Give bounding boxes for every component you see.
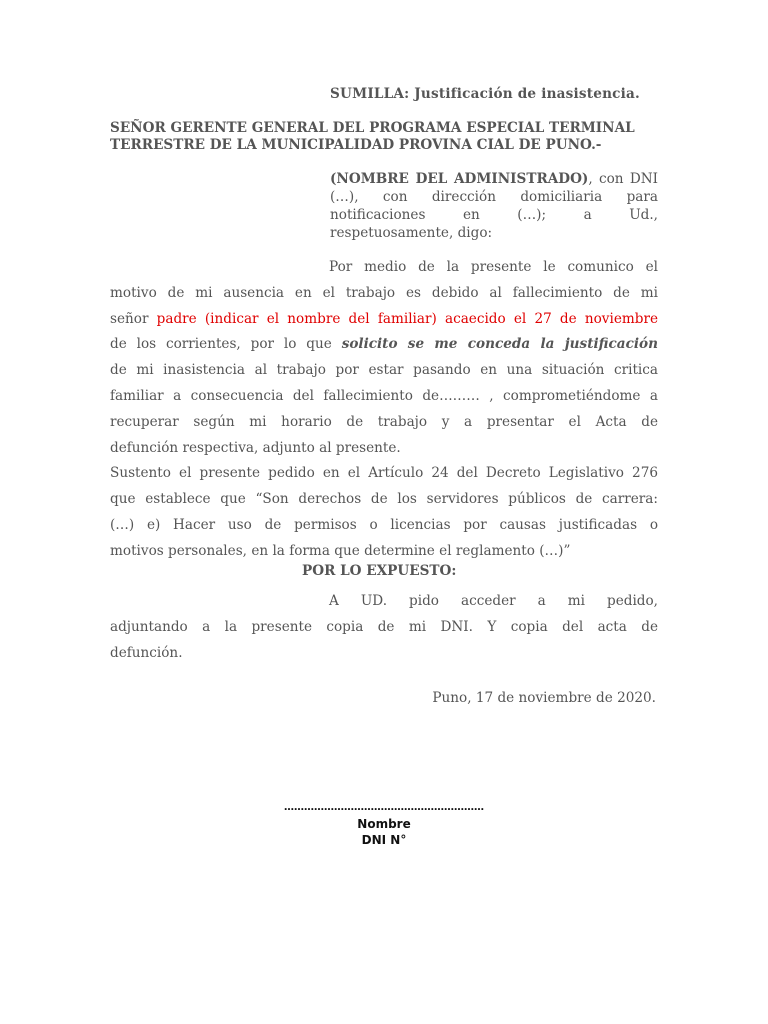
request-emphasis: solicito se me conceda la justificación bbox=[341, 336, 658, 353]
body-paragraph bbox=[110, 255, 658, 565]
intro-paragraph bbox=[330, 170, 658, 242]
administrado-name: (NOMBRE DEL ADMINISTRADO) bbox=[330, 171, 589, 187]
body-line-5: de mi inasistencia al trabajo por estar pasando en una situación critica bbox=[110, 362, 658, 379]
body-line-12: motivos personales, en la forma que determine el reglamento (…)” bbox=[110, 542, 571, 559]
request-line-2: adjuntando a la presente copia de mi DNI. Y copia del acta de bbox=[110, 618, 658, 635]
body-line-7: recuperar según mi horario de trabajo y a presentar el Acta de bbox=[110, 413, 658, 430]
body-line-6: familiar a consecuencia del fallecimiento de……… , comprometiéndome a bbox=[110, 387, 658, 404]
body-line-11: (…) e) Hacer uso de permisos o licencias por causas justificadas o bbox=[110, 516, 658, 533]
body-line-2: motivo de mi ausencia en el trabajo es debido al fallecimiento de mi bbox=[110, 284, 658, 301]
body-line-9: Sustento el presente pedido en el Artículo 24 del Decreto Legislativo 276 bbox=[110, 465, 658, 482]
body-line-4-start: de los corrientes, por lo que bbox=[110, 336, 342, 353]
intro-line-1 bbox=[330, 170, 658, 188]
request-line-1: A UD. pido acceder a mi pedido, bbox=[329, 593, 658, 609]
addressee-block bbox=[110, 120, 660, 154]
date-line: Puno, 17 de noviembre de 2020. bbox=[432, 690, 656, 706]
body-line-3-start: señor bbox=[110, 310, 157, 327]
signature-line: …………………………………………………… bbox=[284, 802, 484, 813]
body-line-4 bbox=[110, 332, 658, 358]
body-line-8: defunción respectiva, adjunto al presente. bbox=[110, 439, 401, 456]
body-line-1: Por medio de la presente le comunico el bbox=[329, 259, 658, 275]
intro-line-4: respetuosamente, digo: bbox=[330, 225, 493, 241]
signature-name: Nombre bbox=[357, 817, 411, 831]
sumilla-heading: SUMILLA: Justificación de inasistencia. bbox=[330, 86, 640, 102]
por-lo-expuesto-heading: POR LO EXPUESTO: bbox=[302, 563, 457, 579]
request-paragraph bbox=[110, 589, 658, 666]
addressee-line-2: TERRESTRE DE LA MUNICIPALIDAD PROVINA CIAL DE PUNO.- bbox=[110, 137, 602, 153]
intro-line-1-rest: , con DNI bbox=[588, 171, 658, 187]
signature-block bbox=[264, 800, 504, 848]
request-line-3: defunción. bbox=[110, 644, 183, 661]
familiar-placeholder-text: padre (indicar el nombre del familiar) acaecido el 27 de noviembre bbox=[156, 310, 658, 327]
intro-line-2: (…), con dirección domiciliaria para bbox=[330, 189, 658, 205]
intro-line-3: notificaciones en (…); a Ud., bbox=[330, 207, 658, 223]
addressee-line-1: SEÑOR GERENTE GENERAL DEL PROGRAMA ESPECIAL TERMINAL bbox=[110, 120, 635, 136]
body-line-10: que establece que “Son derechos de los servidores públicos de carrera: bbox=[110, 491, 658, 508]
body-line-3 bbox=[110, 307, 658, 333]
signature-dni: DNI N° bbox=[361, 833, 407, 847]
